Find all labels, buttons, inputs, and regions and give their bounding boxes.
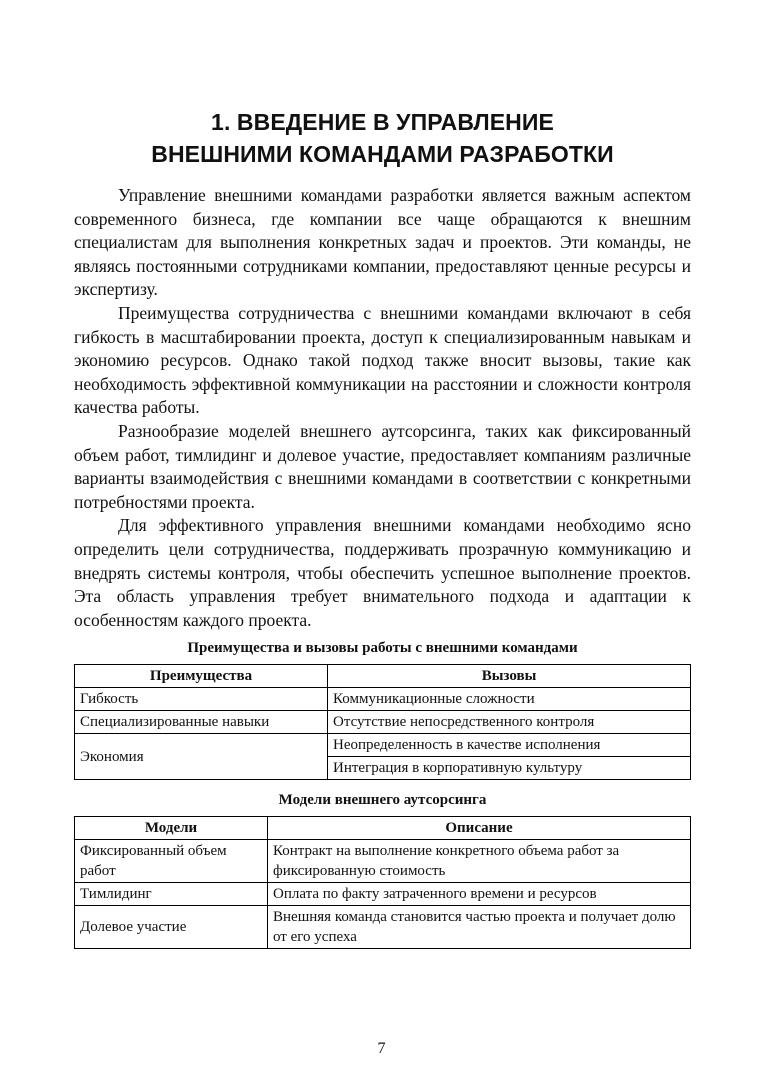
column-header: Модели — [75, 817, 268, 840]
table-cell: Оплата по факту затраченного времени и ресурсов — [268, 883, 691, 906]
advantages-challenges-table — [74, 664, 691, 780]
table-row — [75, 883, 691, 906]
table-header-row — [75, 817, 691, 840]
paragraph: Управление внешними командами разработки является важным аспектом современного бизнеса, где компании все чаще обращаются к внешним специалистам для выполнения конкретных задач и проектов. Эти команды, не являясь постоянными сотрудниками компании, предоставляют ценные ресурсы и экспертизу. — [74, 185, 691, 300]
table-cell: Долевое участие — [75, 906, 268, 949]
document-page — [74, 106, 691, 949]
table-row — [75, 688, 691, 711]
table-row — [75, 734, 691, 757]
table-row — [75, 840, 691, 883]
outsourcing-models-table — [74, 816, 691, 949]
table-cell: Специализированные навыки — [75, 711, 328, 734]
column-header: Описание — [268, 817, 691, 840]
table-row — [75, 711, 691, 734]
table2-caption: Модели внешнего аутсорсинга — [278, 792, 487, 809]
table-cell: Интеграция в корпоративную культуру — [328, 757, 691, 780]
table-cell: Коммуникационные сложности — [328, 688, 691, 711]
table-cell: Экономия — [75, 734, 328, 780]
table-header-row — [75, 665, 691, 688]
table-cell: Отсутствие непосредственного контроля — [328, 711, 691, 734]
chapter-heading-line1: 1. ВВЕДЕНИЕ В УПРАВЛЕНИЕ — [211, 109, 554, 135]
table-cell: Фиксированный объем работ — [75, 840, 268, 883]
table-cell: Внешняя команда становится частью проекта и получает долю от его успеха — [268, 906, 691, 949]
chapter-heading — [74, 106, 691, 170]
table-row — [75, 906, 691, 949]
page-number: 7 — [377, 1040, 386, 1057]
table-cell: Тимлидинг — [75, 883, 268, 906]
column-header: Вызовы — [328, 665, 691, 688]
chapter-heading-line2: ВНЕШНИМИ КОМАНДАМИ РАЗРАБОТКИ — [151, 141, 614, 167]
table-cell: Неопределенность в качестве исполнения — [328, 734, 691, 757]
table1-caption: Преимущества и вызовы работы с внешними командами — [187, 640, 578, 657]
table-cell: Контракт на выполнение конкретного объема работ за фиксированную стоимость — [268, 840, 691, 883]
paragraph: Преимущества сотрудничества с внешними командами включают в себя гибкость в масштабировании проекта, доступ к специализированным навыкам и экономию ресурсов. Однако такой подход также вносит вызовы, такие как необходимость эффективной коммуникации на расстоянии и сложности контроля качества работы. — [74, 302, 691, 418]
paragraph: Разнообразие моделей внешнего аутсорсинга, таких как фиксированный объем работ, тимлидинг и долевое участие, предоставляет компаниям различные варианты взаимодействия с внешними командами в соответствии с конкретными потребностями проекта. — [74, 420, 691, 512]
body-text — [74, 184, 691, 632]
table-cell: Гибкость — [75, 688, 328, 711]
column-header: Преимущества — [75, 665, 328, 688]
paragraph: Для эффективного управления внешними командами необходимо ясно определить цели сотрудничества, поддерживать прозрачную коммуникацию и внедрять системы контроля, чтобы обеспечить успешное выполнение проектов. Эта область управления требует внимательного подхода и адаптации к особенностям каждого проекта. — [74, 515, 691, 630]
